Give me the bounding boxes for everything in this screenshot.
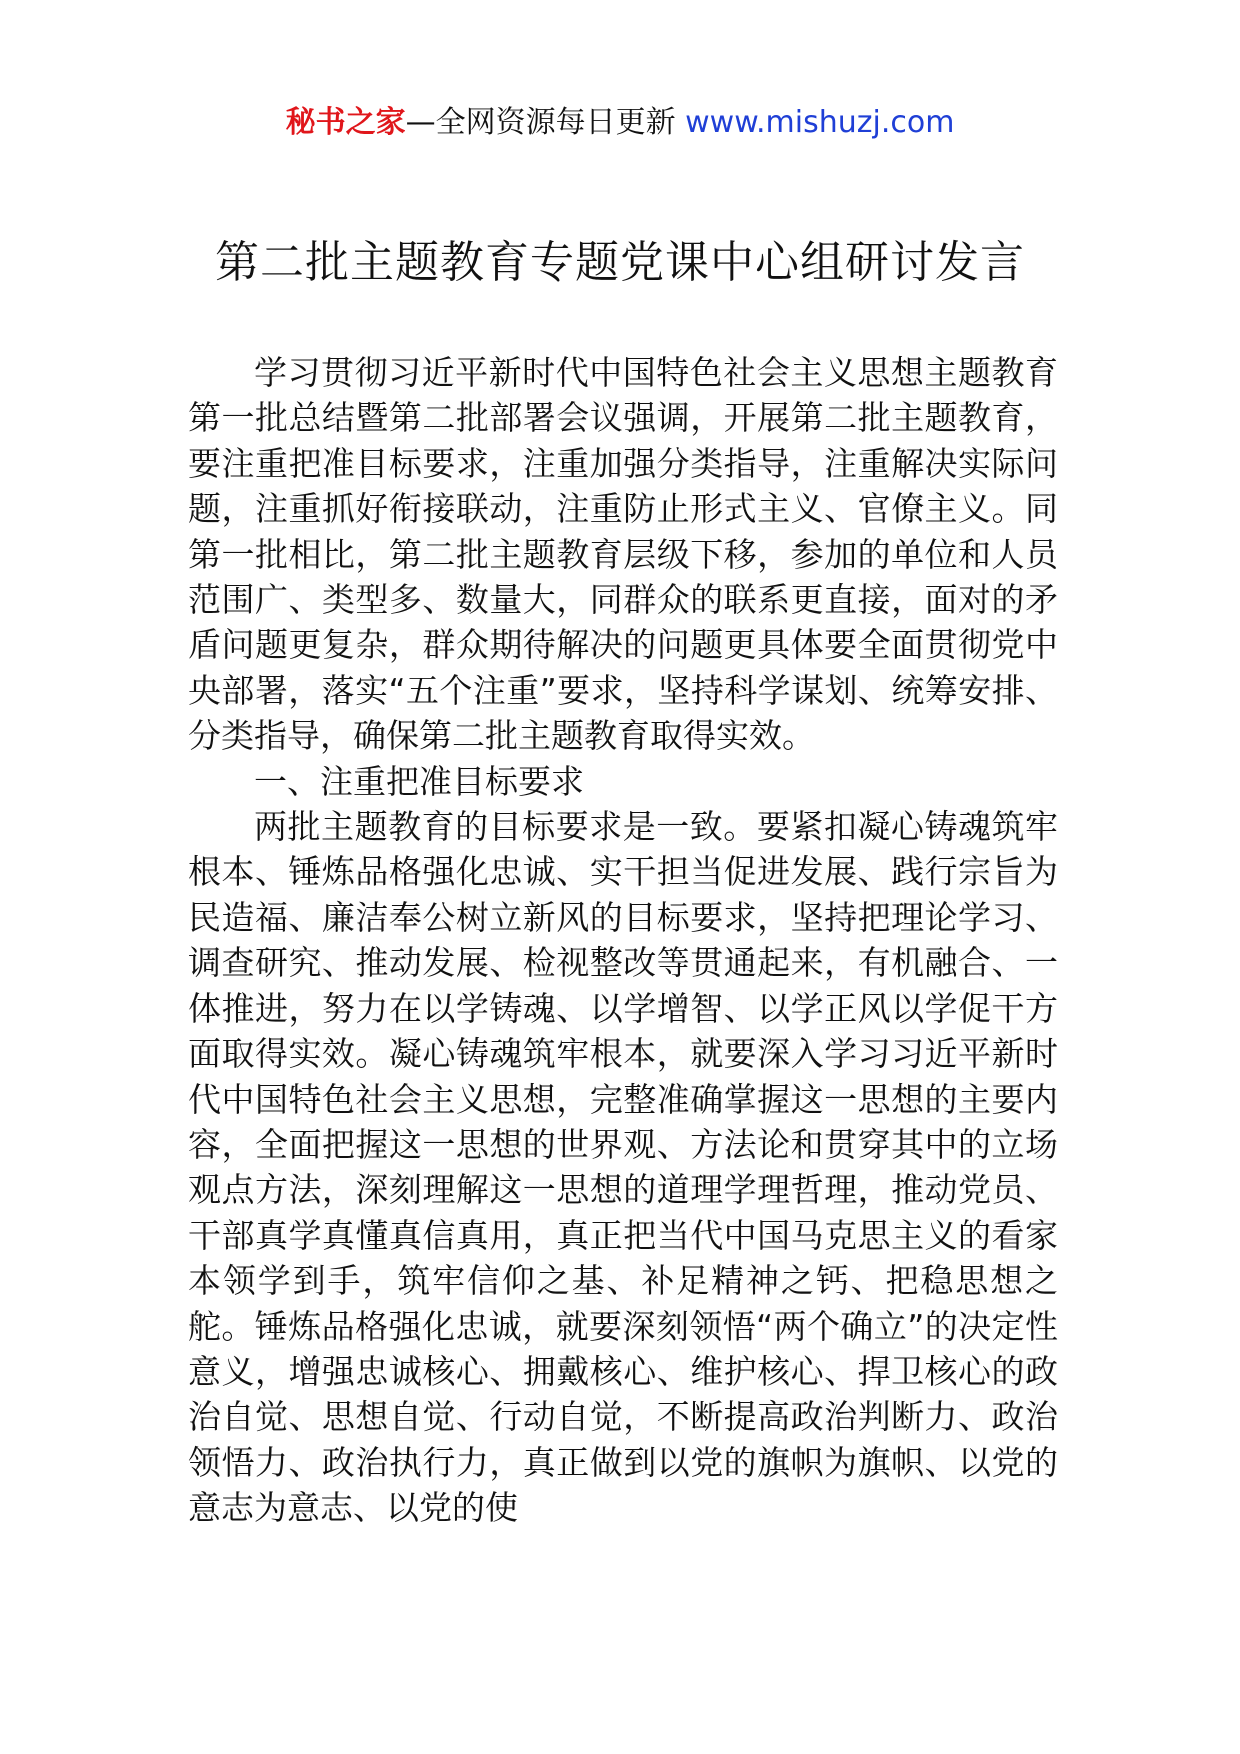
site-watermark-header [0, 100, 1240, 146]
document-body [188, 350, 1058, 1531]
site-brand: 秘书之家 [285, 105, 406, 140]
site-tagline: —全网资源每日更新 [405, 105, 686, 140]
document-title: 第二批主题教育专题党课中心组研讨发言 [215, 237, 1025, 288]
site-url: www.mishuzj.com [685, 105, 955, 140]
paragraph-intro: 学习贯彻习近平新时代中国特色社会主义思想主题教育第一批总结暨第二批部署会议强调，开展第二批主题教育，要注重把准目标要求，注重加强分类指导，注重解决实际问题，注重抓好衔接联动，注重防止形式主义、官僚主义。同第一批相比，第二批主题教育层级下移，参加的单位和人员范围广、类型多、数量大，同群众的联系更直接，面对的矛盾问题更复杂，群众期待解决的问题更具体要全面贯彻党中央部署，落实“五个注重”要求，坚持科学谋划、统筹安排、分类指导，确保第二批主题教育取得实效。 [188, 353, 1058, 756]
section-heading-1: 一、注重把准目标要求 [254, 761, 584, 801]
paragraph-section-1: 两批主题教育的目标要求是一致。要紧扣凝心铸魂筑牢根本、锤炼品格强化忠诚、实干担当促进发展、践行宗旨为民造福、廉洁奉公树立新风的目标要求，坚持把理论学习、调查研究、推动发展、检视整改等贯通起来，有机融合、一体推进，努力在以学铸魂、以学增智、以学正风以学促干方面取得实效。凝心铸魂筑牢根本，就要深入学习习近平新时代中国特色社会主义思想，完整准确掌握这一思想的主要内容，全面把握这一思想的世界观、方法论和贯穿其中的立场观点方法，深刻理解这一思想的道理学理哲理，推动党员、干部真学真懂真信真用，真正把当代中国马克思主义的看家本领学到手，筑牢信仰之基、补足精神之钙、把稳思想之舵。锤炼品格强化忠诚，就要深刻领悟“两个确立”的决定性意义，增强忠诚核心、拥戴核心、维护核心、捍卫核心的政治自觉、思想自觉、行动自觉，不断提高政治判断力、政治领悟力、政治执行力，真正做到以党的旗帜为旗帜、以党的意志为意志、以党的使 [188, 807, 1058, 1528]
